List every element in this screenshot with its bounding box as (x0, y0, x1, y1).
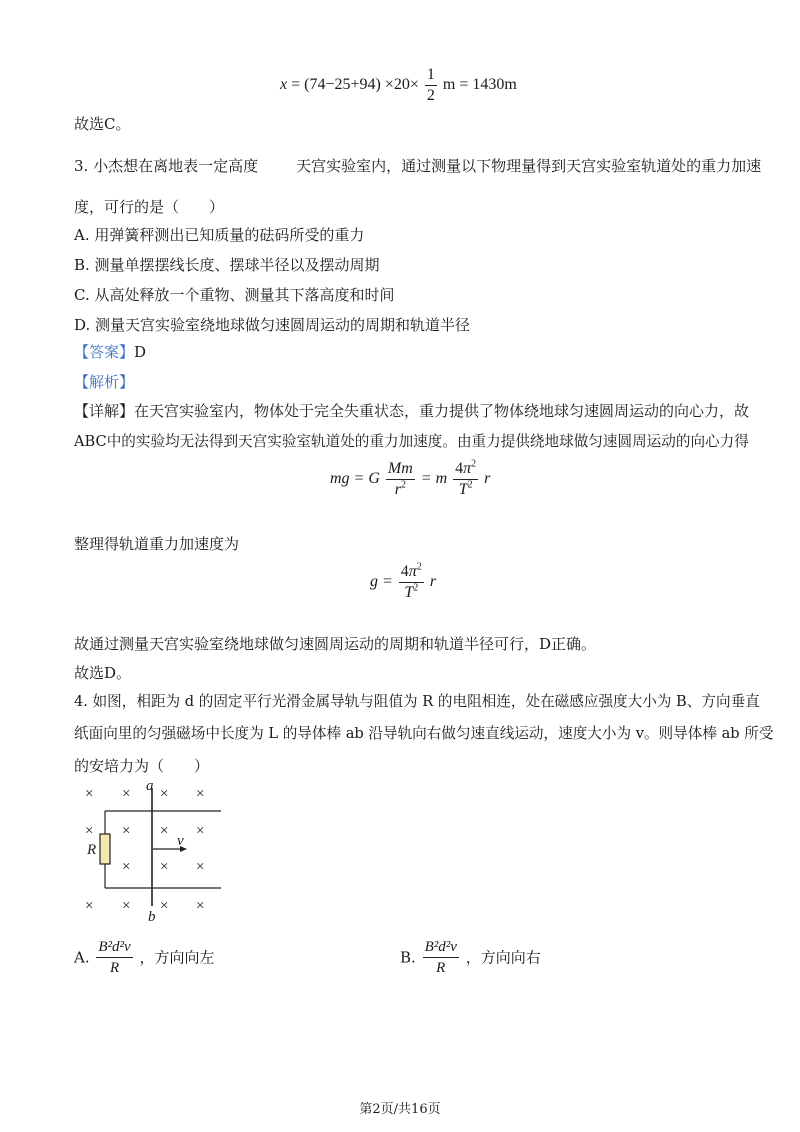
field-cross: × (196, 823, 205, 839)
eq1-mult: ×20× (384, 76, 419, 94)
field-cross: × (160, 898, 169, 914)
field-cross: × (85, 823, 94, 839)
analysis-label: 【解析】 (74, 373, 135, 391)
q3-option-c: C. 从高处释放一个重物、测量其下落高度和时间 (74, 286, 395, 304)
field-cross: × (122, 898, 131, 914)
eq2-fraction-1: $\frac{Mm}{r^2}$ (387, 460, 413, 498)
label-b: b (148, 909, 156, 925)
label-v: v (177, 833, 184, 849)
label-r: R (87, 842, 97, 858)
eq2-fraction-2: $\frac{4\pi^2}{T^2}$ (455, 458, 477, 498)
q4-stem-line3: 的安培力为（ ） (74, 757, 210, 775)
field-cross: × (122, 823, 131, 839)
q3-stem-line2: 度，可行的是（ ） (74, 198, 225, 216)
eq1-tail: m = 1430m (442, 76, 517, 94)
field-cross: × (122, 859, 131, 875)
eq1-fraction: $\frac{1}{2}$ (426, 66, 435, 104)
q3-option-d: D. 测量天宫实验室绕地球做匀速圆周运动的周期和轨道半径 (74, 316, 471, 334)
option-a-fraction: $\frac{\text{B²d²v}}{R}$ (98, 939, 131, 976)
field-cross: × (196, 786, 205, 802)
q3-option-a: A. 用弹簧秤测出已知质量的砝码所受的重力 (74, 226, 365, 244)
eq3-fraction: $\frac{4\pi^2}{T^2}$ (400, 561, 422, 601)
q3-answer (74, 342, 146, 362)
circuit-diagram (76, 778, 236, 928)
q4-stem-line2: 纸面向里的匀强磁场中长度为 L 的导体棒 ab 沿导轨向右做匀速直线运动，速度大小为 v。则导体棒 ab 所受 (74, 725, 774, 742)
conclusion-line: 故通过测量天宫实验室绕地球做匀速圆周运动的周期和轨道半径可行，D正确。 (74, 635, 597, 653)
field-cross: × (196, 898, 205, 914)
equation-g: g = $\frac{4\pi^2}{T^2}$ r (370, 561, 437, 601)
q4-stem-line1: 4. 如图，相距为 d 的固定平行光滑金属导轨与阻值为 R 的电阻相连，处在磁感应强度大小为 B、方向垂直 (74, 693, 760, 710)
field-cross: × (160, 823, 169, 839)
field-cross: × (196, 859, 205, 875)
choose-d: 故选D。 (74, 664, 132, 682)
eq1-lhs: x (280, 76, 288, 94)
field-cross: × (122, 786, 131, 802)
resistor (100, 834, 110, 864)
detail-line2: ABC中的实验均无法得到天宫实验室轨道处的重力加速度。由重力提供绕地球做匀速圆周运动的向心力得 (74, 433, 749, 450)
detail-label: 【详解】 (74, 402, 135, 420)
equation-gravity: mg = G $\frac{Mm}{r^2}$ = m $\frac{4\pi^2}{T^2}$ r (330, 458, 491, 498)
answer-label: 【答案】 (74, 343, 135, 361)
field-cross: × (85, 898, 94, 914)
conclusion-prev: 故选C。 (74, 115, 131, 133)
q3-stem-line1: 3. 小杰想在离地表一定高度 天宫实验室内，通过测量以下物理量得到天宫实验室轨道处的重力加速 (74, 157, 762, 175)
eq1-paren: (74−25+94) (304, 76, 381, 94)
q4-option-a: A. $\frac{\text{B²d²v}}{R}$ ，方向向左 (74, 939, 215, 976)
equation-distance: x = (74−25+94) ×20× $\frac{1}{2}$ m = 1430m (280, 66, 517, 104)
q3-option-b: B. 测量单摆摆线长度、摆球半径以及摆动周期 (74, 256, 380, 274)
field-cross: × (85, 786, 94, 802)
field-cross: × (160, 859, 169, 875)
option-b-fraction: $\frac{\text{B²d²v}}{R}$ (424, 939, 457, 976)
rearrange-text: 整理得轨道重力加速度为 (74, 535, 240, 553)
field-cross: × (160, 786, 169, 802)
label-a: a (146, 778, 154, 794)
detail-line1: 【详解】在天宫实验室内，物体处于完全失重状态，重力提供了物体绕地球匀速圆周运动的向心力，故 (74, 402, 750, 420)
page-footer: 第2页/共16页 (359, 1102, 441, 1117)
answer-value: D (134, 343, 147, 361)
q4-option-b: B. $\frac{\text{B²d²v}}{R}$ ，方向向右 (400, 939, 541, 976)
